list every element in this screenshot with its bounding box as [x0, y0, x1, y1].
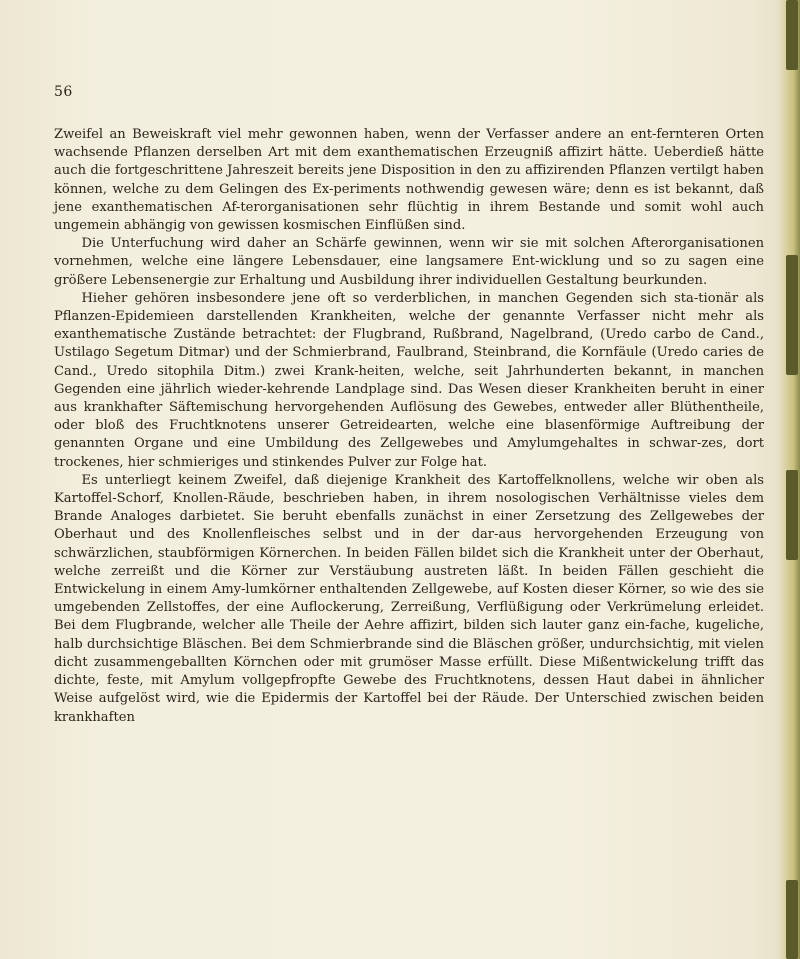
paragraph: Die Unterfuchung wird daher an Schärfe gewinnen, wenn wir sie mit solchen Afterorganisationen vornehmen, welche eine längere Lebensdauer, eine langsamere Ent-wicklung und so zu sagen eine größere Lebensenergie zur Erhaltung und Ausbildung ihrer individuellen Gestaltung beurkunden. — [54, 236, 764, 288]
body-text — [54, 126, 764, 727]
page-edge-mark — [786, 255, 798, 375]
paragraph: Zweifel an Beweiskraft viel mehr gewonnen haben, wenn der Verfasser andere an ent-fernteren Orten wachsende Pflanzen derselben Art mit dem exanthematischen Erzeugniß affizirt hätte. Ueberdieß hätte auch die fortgeschrittene Jahreszeit bereits jene Disposition in den zu affizirenden Pflanzen vertilgt haben können, welche zu dem Gelingen des Ex-periments nothwendig gewesen wäre; denn es ist bekannt, daß jene exanthematischen Af-terorganisationen sehr flüchtig in ihrem Bestande und somit wohl auch ungemein abhängig von gewissen kosmischen Einflüßen sind. — [54, 127, 764, 234]
page-edge-mark — [786, 880, 798, 959]
page-number: 56 — [54, 84, 73, 100]
page-edge-mark — [786, 0, 798, 70]
page-edge — [778, 0, 800, 959]
paragraph: Hieher gehören insbesondere jene oft so verderblichen, in manchen Gegenden sich sta-tionär als Pflanzen-Epidemieen darstellenden Krankheiten, welche der genannte Verfasser nicht mehr als exanthematische Zustände betrachtet: der Flugbrand, Rußbrand, Nagelbrand, (Uredo carbo de Cand., Ustilago Segetum Ditmar) und der Schmierbrand, Faulbrand, Steinbrand, die Kornfäule (Uredo caries de Cand., Uredo sitophila Ditm.) zwei Krank-heiten, welche, seit Jahrhunderten bekannt, in manchen Gegenden eine jährlich wieder-kehrende Landplage sind. Das Wesen dieser Krankheiten beruht in einer aus krankhafter Säftemischung hervorgehenden Auflösung des Gewebes, entweder aller Blüthentheile, oder bloß des Fruchtknotens unserer Getreidearten, welche eine blasenförmige Auftreibung der genannten Organe und eine Umbildung des Zellgewebes und Amylumgehaltes in schwar-zes, dort trockenes, hier schmieriges und stinkendes Pulver zur Folge hat. — [54, 290, 764, 470]
page-edge-mark — [786, 470, 798, 560]
paragraph: Es unterliegt keinem Zweifel, daß diejenige Krankheit des Kartoffelknollens, welche wir oben als Kartoffel-Schorf, Knollen-Räude, beschrieben haben, in ihrem nosologischen Verhältnisse vieles dem Brande Analoges darbietet. Sie beruht ebenfalls zunächst in einer Zersetzung des Zellgewebes der Oberhaut und des Knollenfleisches selbst und in der dar-aus hervorgehenden Erzeugung von schwärzlichen, staubförmigen Körnerchen. In beiden Fällen bildet sich die Krankheit unter der Oberhaut, welche zerreißt und die Körner zur Verstäubung austreten läßt. In beiden Fällen geschieht die Entwickelung in einem Amy-lumkörner enthaltenden Zellgewebe, auf Kosten dieser Körner, so wie des sie umgebenden Zellstoffes, der eine Auflockerung, Zerreißung, Verflüßigung oder Verkrümelung erleidet. Bei dem Flugbrande, welcher alle Theile der Aehre affizirt, bilden sich lauter ganz ein-fache, kugeliche, halb durchsichtige Bläschen. Bei dem Schmierbrande sind die Bläschen größer, undurchsichtig, mit vielen dicht zusammengeballten Körnchen oder mit grumöser Masse erfüllt. Diese Mißentwickelung trifft das dichte, feste, mit Amylum vollgepfropfte Gewebe des Fruchtknotens, dessen Haut dabei in ähnlicher Weise aufgelöst wird, wie die Epidermis der Kartoffel bei der Räude. Der Unterschied zwischen beiden krankhaften — [54, 472, 764, 725]
